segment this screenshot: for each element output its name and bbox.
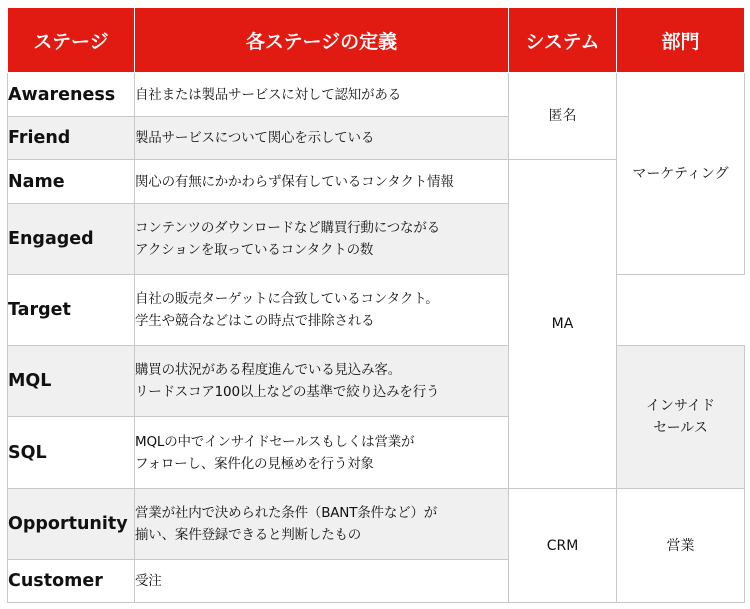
department-line: 営業	[666, 537, 695, 554]
definition-line: 自社の販売ターゲットに合致しているコンタクト。	[135, 291, 439, 307]
system-cell: MA	[509, 160, 617, 489]
header-row	[8, 8, 745, 73]
department-cell	[617, 73, 745, 275]
department-cell	[617, 489, 745, 603]
stage-cell: Customer	[8, 560, 135, 603]
definition-line: 学生や競合などはこの時点で排除される	[135, 313, 375, 329]
stage-cell: Name	[8, 160, 135, 204]
table-row	[8, 73, 745, 117]
department-line: マーケティング	[632, 165, 729, 182]
definition-line: 揃い、案件登録できると判断したもの	[135, 527, 362, 543]
definition-line: 関心の有無にかかわらず保有しているコンタクト情報	[135, 173, 454, 190]
stage-cell: Awareness	[8, 73, 135, 117]
definition-cell	[135, 346, 509, 417]
definition-cell	[135, 204, 509, 275]
definition-line: 製品サービスについて関心を示している	[135, 130, 375, 146]
stage-cell: MQL	[8, 346, 135, 417]
stage-cell: Engaged	[8, 204, 135, 275]
department-cell	[617, 346, 745, 489]
definition-line: MQLの中でインサイドセールスもしくは営業が	[135, 433, 415, 450]
system-cell: 匿名	[509, 73, 617, 160]
stage-cell: Opportunity	[8, 489, 135, 560]
definition-line: 自社または製品サービスに対して認知がある	[135, 86, 401, 103]
definition-cell	[135, 489, 509, 560]
definition-line: 購買の状況がある程度進んでいる見込み客。	[135, 362, 401, 378]
definition-cell	[135, 417, 509, 489]
definition-cell	[135, 560, 509, 603]
definition-line: 営業が社内で決められた条件（BANT条件など）が	[135, 505, 438, 521]
definition-line: コンテンツのダウンロードなど購買行動につながる	[135, 220, 440, 236]
definition-line: フォローし、案件化の見極めを行う対象	[135, 455, 374, 472]
stage-cell: SQL	[8, 417, 135, 489]
stage-cell: Target	[8, 275, 135, 346]
table-row	[8, 489, 745, 560]
definition-cell	[135, 275, 509, 346]
definition-cell	[135, 117, 509, 160]
header-system: システム	[509, 8, 617, 73]
stage-cell: Friend	[8, 117, 135, 160]
department-line: セールス	[653, 420, 708, 436]
header-stage: ステージ	[8, 8, 135, 73]
table-row	[8, 275, 745, 346]
header-department: 部門	[617, 8, 745, 73]
definition-line: アクションを取っているコンタクトの数	[135, 242, 374, 258]
stage-definition-table	[7, 7, 745, 603]
department-line: インサイド	[645, 398, 716, 414]
header-definition: 各ステージの定義	[135, 8, 509, 73]
table-row	[8, 346, 745, 417]
definition-line: 受注	[135, 573, 162, 589]
system-cell: CRM	[509, 489, 617, 603]
definition-cell	[135, 160, 509, 204]
definition-line: リードスコア100以上などの基準で絞り込みを行う	[135, 384, 440, 400]
definition-cell	[135, 73, 509, 117]
